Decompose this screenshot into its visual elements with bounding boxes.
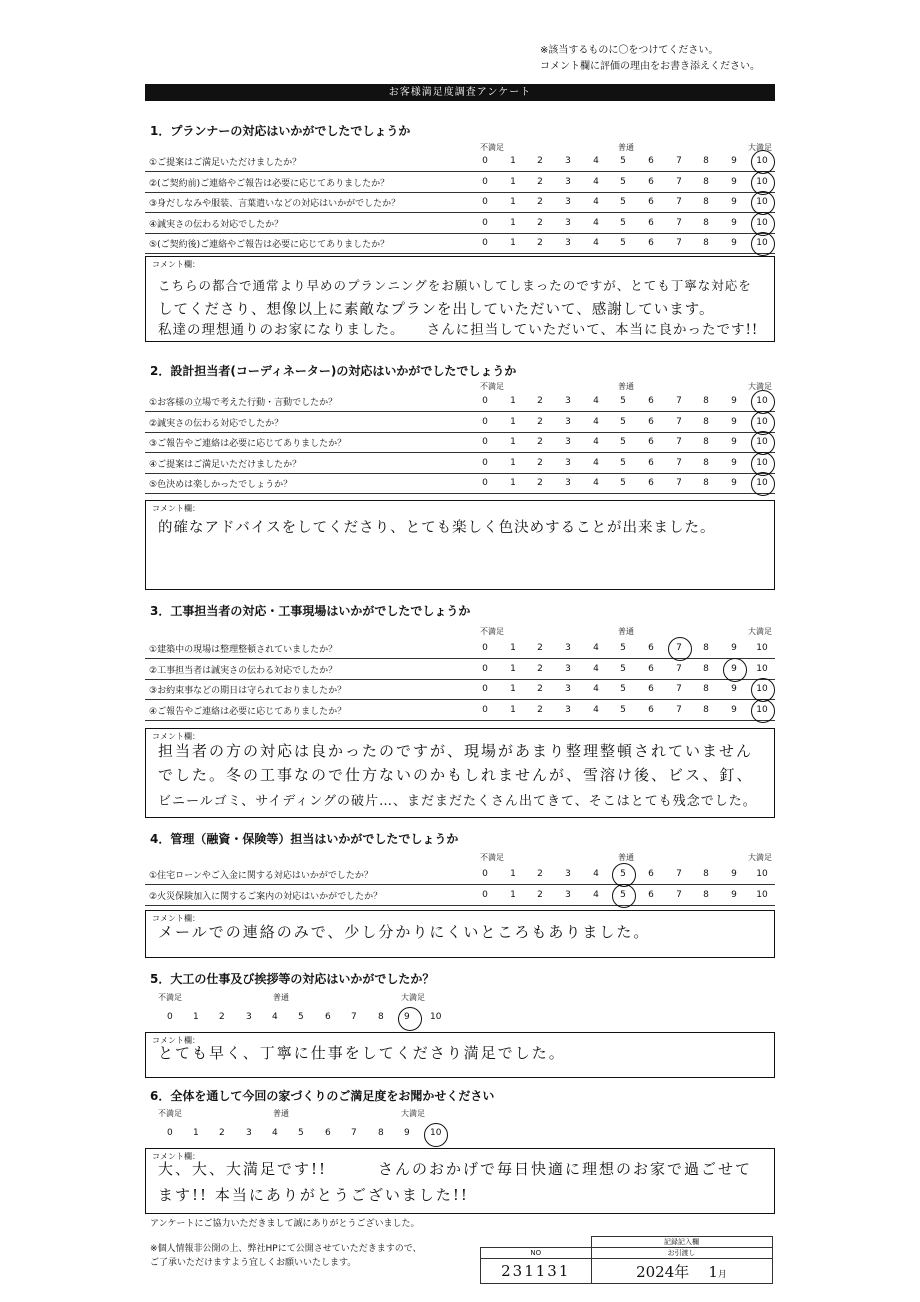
question-row — [145, 233, 775, 254]
survey-title: お客様満足度調査アンケート — [145, 84, 775, 101]
rating-option[interactable]: 8 — [378, 1128, 384, 1138]
rating-option[interactable]: 1 — [510, 643, 516, 653]
rating-option[interactable]: 2 — [537, 869, 543, 879]
section-6-scale-label: 普通 — [273, 1109, 289, 1118]
instruction-circle: ※該当するものに〇をつけてください。 — [540, 45, 719, 56]
rating-option[interactable]: 1 — [510, 197, 516, 207]
rating-option[interactable]: 6 — [648, 684, 654, 694]
rating-option[interactable]: 4 — [593, 684, 599, 694]
rating-option[interactable]: 9 — [404, 1128, 410, 1138]
rating-option[interactable]: 6 — [648, 869, 654, 879]
handwritten-comment-line: こちらの都合で通常より早めのプランニングをお願いしてしまったのですが、とても丁寧な対応を — [158, 278, 752, 293]
rating-option[interactable]: 7 — [676, 643, 682, 653]
section-1-scale-label: 不満足 — [480, 143, 504, 152]
handwritten-comment-line: 担当者の方の対応は良かったのですが、現場があまり整理整頓されていません — [158, 742, 754, 760]
rating-circle-mark — [723, 658, 747, 682]
record-year-unit: 年 — [674, 1262, 690, 1281]
handwritten-comment-line: ます!! 本当にありがとうございました!! — [158, 1186, 469, 1204]
handwritten-comment-line: 私達の理想通りのお家になりました。 さんに担当していただいて、本当に良かったです!! — [158, 322, 759, 338]
rating-option[interactable]: 2 — [537, 396, 543, 406]
rating-option[interactable]: 6 — [648, 238, 654, 248]
rating-option[interactable]: 7 — [676, 869, 682, 879]
record-month-value: 1 — [708, 1262, 718, 1281]
record-month-unit: 月 — [717, 1269, 727, 1280]
handwritten-comment-line: してくださり、想像以上に素敵なプランを出していただいて、感謝しています。 — [158, 302, 715, 318]
rating-option[interactable]: 8 — [703, 197, 709, 207]
rating-option[interactable]: 5 — [620, 437, 626, 447]
record-no-value: 231131 — [481, 1259, 592, 1284]
rating-option[interactable]: 6 — [325, 1128, 331, 1138]
rating-option[interactable]: 10 — [430, 1012, 442, 1022]
handwritten-comment-line: とても早く、丁寧に仕事をしてくださり満足でした。 — [158, 1044, 566, 1062]
rating-option[interactable]: 2 — [537, 437, 543, 447]
rating-option[interactable]: 9 — [731, 684, 737, 694]
rating-option[interactable]: 7 — [351, 1128, 357, 1138]
rating-option[interactable]: 4 — [593, 396, 599, 406]
rating-option[interactable]: 6 — [325, 1012, 331, 1022]
rating-option[interactable]: 0 — [482, 643, 488, 653]
rating-option[interactable]: 6 — [648, 663, 654, 674]
rating-option[interactable]: 0 — [482, 457, 488, 468]
rating-option[interactable]: 9 — [731, 156, 737, 166]
rating-option[interactable]: 7 — [351, 1012, 357, 1022]
question-row — [145, 432, 775, 453]
instruction-comment: コメント欄に評価の理由をお書き添えください。 — [540, 61, 760, 72]
rating-option[interactable]: 1 — [510, 889, 516, 900]
rating-option[interactable]: 0 — [482, 416, 488, 427]
question-row — [145, 151, 775, 172]
section-2-title: 2．設計担当者(コーディネーター)の対応はいかがでしたでしょうか — [150, 364, 517, 378]
rating-option[interactable]: 0 — [482, 663, 488, 674]
question-text: ①住宅ローンやご入金に関する対応はいかがでしたか？ — [149, 871, 373, 881]
rating-option[interactable]: 5 — [620, 416, 626, 427]
rating-option[interactable]: 1 — [510, 396, 516, 406]
rating-option[interactable]: 6 — [648, 197, 654, 207]
rating-option[interactable]: 0 — [482, 238, 488, 248]
rating-option[interactable]: 2 — [537, 416, 543, 427]
rating-option[interactable]: 10 — [756, 643, 768, 653]
rating-option[interactable]: 8 — [703, 478, 709, 488]
rating-option[interactable]: 3 — [246, 1012, 252, 1022]
question-text: ⑤(ご契約後)ご連絡やご報告は必要に応じてありましたか？ — [149, 240, 390, 250]
rating-option[interactable]: 2 — [219, 1128, 225, 1138]
rating-option[interactable]: 3 — [565, 704, 571, 715]
rating-option[interactable]: 1 — [510, 437, 516, 447]
question-row — [145, 192, 775, 213]
rating-option[interactable]: 5 — [620, 238, 626, 248]
rating-circle-mark — [398, 1007, 422, 1031]
rating-option[interactable]: 4 — [593, 416, 599, 427]
rating-option[interactable]: 3 — [565, 238, 571, 248]
rating-option[interactable]: 4 — [593, 457, 599, 468]
section-3-scale-label: 不満足 — [480, 627, 504, 636]
rating-option[interactable]: 4 — [593, 238, 599, 248]
rating-option[interactable]: 8 — [703, 889, 709, 900]
rating-option[interactable]: 8 — [703, 643, 709, 653]
rating-option[interactable]: 10 — [756, 869, 768, 879]
rating-option[interactable]: 3 — [565, 437, 571, 447]
rating-circle-mark — [668, 637, 692, 661]
rating-option[interactable]: 0 — [482, 704, 488, 715]
question-row — [145, 659, 775, 680]
rating-option[interactable]: 3 — [565, 889, 571, 900]
question-text: ②誠実さの伝わる対応でしたか？ — [149, 418, 284, 429]
rating-option[interactable]: 2 — [537, 238, 543, 248]
handwritten-comment-line: 大、大、大満足です!! さんのおかげで毎日快適に理想のお家で過ごせて — [158, 1160, 753, 1178]
rating-option[interactable]: 5 — [620, 396, 626, 406]
comment-label: コメント欄： — [152, 1152, 200, 1161]
rating-option[interactable]: 0 — [482, 156, 488, 166]
rating-option[interactable]: 6 — [648, 416, 654, 427]
rating-option[interactable]: 10 — [756, 176, 768, 187]
rating-option[interactable]: 9 — [731, 704, 737, 715]
rating-option[interactable]: 7 — [676, 663, 682, 674]
rating-option[interactable]: 2 — [537, 156, 543, 166]
rating-option[interactable]: 10 — [756, 238, 768, 248]
rating-option[interactable]: 5 — [620, 643, 626, 653]
question-text: ②火災保険加入に関するご案内の対応はいかがでしたか？ — [149, 891, 383, 902]
rating-option[interactable]: 9 — [731, 478, 737, 488]
rating-circle-mark — [751, 232, 775, 256]
rating-option[interactable]: 3 — [565, 663, 571, 674]
rating-option[interactable]: 2 — [537, 663, 543, 674]
rating-option[interactable]: 8 — [703, 238, 709, 248]
rating-option[interactable]: 9 — [731, 663, 737, 674]
rating-option[interactable]: 6 — [648, 437, 654, 447]
rating-option[interactable]: 5 — [620, 457, 626, 468]
handwritten-comment-line: メールでの連絡のみで、少し分かりにくいところもありました。 — [158, 923, 651, 941]
rating-option[interactable]: 3 — [565, 396, 571, 406]
rating-option[interactable]: 4 — [593, 869, 599, 879]
rating-option[interactable]: 9 — [731, 437, 737, 447]
rating-option[interactable]: 2 — [537, 684, 543, 694]
rating-option[interactable]: 0 — [482, 684, 488, 694]
rating-option[interactable]: 10 — [430, 1128, 442, 1138]
rating-option[interactable]: 6 — [648, 217, 654, 228]
section-3-scale-label: 普通 — [618, 627, 634, 636]
rating-option[interactable]: 3 — [565, 416, 571, 427]
question-row — [145, 213, 775, 234]
rating-option[interactable]: 9 — [731, 643, 737, 653]
rating-option[interactable]: 4 — [593, 704, 599, 715]
rating-option[interactable]: 9 — [404, 1012, 410, 1022]
rating-option[interactable]: 4 — [593, 217, 599, 228]
rating-option[interactable]: 10 — [756, 457, 768, 468]
rating-option[interactable]: 8 — [703, 416, 709, 427]
rating-option[interactable]: 7 — [676, 437, 682, 447]
rating-option[interactable]: 7 — [676, 396, 682, 406]
rating-option[interactable]: 3 — [565, 197, 571, 207]
rating-option[interactable]: 7 — [676, 889, 682, 900]
record-year-value: 2024 — [636, 1262, 675, 1281]
rating-option[interactable]: 4 — [593, 176, 599, 187]
rating-option[interactable]: 9 — [731, 238, 737, 248]
rating-option[interactable]: 5 — [620, 478, 626, 488]
rating-option[interactable]: 4 — [593, 437, 599, 447]
question-text: ②(ご契約前)ご連絡やご報告は必要に応じてありましたか？ — [149, 178, 390, 189]
rating-option[interactable]: 7 — [676, 478, 682, 488]
question-row — [145, 885, 775, 906]
rating-option[interactable]: 3 — [565, 176, 571, 187]
rating-option[interactable]: 6 — [648, 478, 654, 488]
rating-option[interactable]: 5 — [298, 1012, 304, 1022]
rating-option[interactable]: 8 — [703, 869, 709, 879]
rating-option[interactable]: 7 — [676, 457, 682, 468]
section-4-scale-label: 普通 — [618, 853, 634, 862]
rating-option[interactable]: 4 — [272, 1128, 278, 1138]
rating-option[interactable]: 5 — [620, 663, 626, 674]
rating-option[interactable]: 2 — [537, 643, 543, 653]
comment-label: コメント欄： — [152, 914, 200, 923]
rating-option[interactable]: 10 — [756, 684, 768, 694]
rating-option[interactable]: 3 — [246, 1128, 252, 1138]
rating-option[interactable]: 10 — [756, 217, 768, 228]
rating-option[interactable]: 2 — [537, 704, 543, 715]
rating-option[interactable]: 4 — [593, 156, 599, 166]
record-handover-label: お引渡し — [591, 1248, 772, 1259]
rating-option[interactable]: 3 — [565, 643, 571, 653]
rating-option[interactable]: 0 — [482, 217, 488, 228]
handwritten-comment-line: ビニールゴミ、サイディングの破片…、まだまだたくさん出てきて、そこはとても残念でした。 — [158, 794, 757, 809]
section-5-scale-label: 不満足 — [158, 993, 182, 1002]
rating-option[interactable]: 7 — [676, 197, 682, 207]
rating-option[interactable]: 1 — [510, 156, 516, 166]
rating-option[interactable]: 7 — [676, 176, 682, 187]
question-row — [145, 679, 775, 700]
rating-option[interactable]: 1 — [193, 1012, 199, 1022]
rating-option[interactable]: 10 — [756, 197, 768, 207]
rating-option[interactable]: 6 — [648, 457, 654, 468]
rating-circle-mark — [424, 1123, 448, 1147]
rating-circle-mark — [612, 884, 636, 908]
question-text: ③ご報告やご連絡は必要に応じてありましたか？ — [149, 439, 347, 449]
rating-option[interactable]: 9 — [731, 217, 737, 228]
question-text: ③身だしなみや服装、言葉遣いなどの対応はいかがでしたか？ — [149, 199, 401, 209]
rating-circle-mark — [751, 472, 775, 496]
rating-option[interactable]: 4 — [593, 663, 599, 674]
rating-option[interactable]: 10 — [756, 889, 768, 900]
comment-label: コメント欄： — [152, 1036, 200, 1045]
rating-option[interactable]: 1 — [510, 238, 516, 248]
rating-option[interactable]: 0 — [482, 889, 488, 900]
rating-option[interactable]: 8 — [703, 704, 709, 715]
rating-option[interactable]: 2 — [537, 478, 543, 488]
question-text: ④誠実さの伝わる対応でしたか？ — [149, 219, 284, 230]
rating-option[interactable]: 3 — [565, 217, 571, 228]
rating-option[interactable]: 1 — [510, 684, 516, 694]
rating-option[interactable]: 6 — [648, 156, 654, 166]
rating-option[interactable]: 6 — [648, 889, 654, 900]
question-row — [145, 864, 775, 885]
question-text: ②工事担当者は誠実さの伝わる対応でしたか？ — [149, 665, 338, 676]
rating-option[interactable]: 4 — [593, 197, 599, 207]
rating-option[interactable]: 10 — [756, 704, 768, 715]
rating-option[interactable]: 1 — [510, 478, 516, 488]
rating-option[interactable]: 1 — [510, 663, 516, 674]
rating-option[interactable]: 5 — [620, 197, 626, 207]
comment-label: コメント欄： — [152, 260, 200, 269]
question-row — [145, 453, 775, 474]
section-4-scale-label: 不満足 — [480, 853, 504, 862]
rating-option[interactable]: 2 — [537, 197, 543, 207]
rating-option[interactable]: 10 — [756, 156, 768, 166]
rating-option[interactable]: 3 — [565, 457, 571, 468]
question-text: ①お客様の立場で考えた行動・言動でしたか？ — [149, 398, 338, 408]
rating-option[interactable]: 7 — [676, 238, 682, 248]
rating-option[interactable]: 10 — [756, 437, 768, 447]
rating-option[interactable]: 8 — [703, 156, 709, 166]
rating-option[interactable]: 1 — [510, 457, 516, 468]
comment-label: コメント欄： — [152, 504, 200, 513]
rating-option[interactable]: 0 — [167, 1128, 173, 1138]
rating-option[interactable]: 10 — [756, 663, 768, 674]
rating-option[interactable]: 5 — [620, 684, 626, 694]
section-1-scale-label: 普通 — [618, 143, 634, 152]
rating-option[interactable]: 0 — [482, 176, 488, 187]
rating-option[interactable]: 1 — [510, 416, 516, 427]
question-row — [145, 172, 775, 193]
rating-option[interactable]: 8 — [703, 437, 709, 447]
rating-option[interactable]: 3 — [565, 684, 571, 694]
question-row — [145, 473, 775, 494]
section-6-title: 6．全体を通して今回の家づくりのご満足度をお聞かせください — [150, 1089, 495, 1103]
rating-option[interactable]: 0 — [482, 478, 488, 488]
comment-label: コメント欄： — [152, 732, 200, 741]
rating-option[interactable]: 2 — [537, 176, 543, 187]
rating-option[interactable]: 5 — [620, 176, 626, 187]
record-no-label: NO — [481, 1248, 592, 1259]
rating-option[interactable]: 7 — [676, 156, 682, 166]
privacy-note-line-1: ※個人情報非公開の上、弊社HPにて公開させていただきますので、 — [150, 1244, 422, 1254]
rating-option[interactable]: 10 — [756, 396, 768, 406]
section-4-title: 4．管理（融資・保険等）担当はいかがでしたでしょうか — [150, 832, 459, 846]
rating-option[interactable]: 9 — [731, 396, 737, 406]
section-5-scale-label: 普通 — [273, 993, 289, 1002]
rating-option[interactable]: 0 — [482, 437, 488, 447]
rating-option[interactable]: 9 — [731, 889, 737, 900]
rating-option[interactable]: 4 — [593, 889, 599, 900]
privacy-note-line-2: ご了承いただけますよう宜しくお願いいたします。 — [150, 1258, 357, 1268]
section-1-title: 1．プランナーの対応はいかがでしたでしょうか — [150, 124, 411, 138]
rating-option[interactable]: 2 — [219, 1012, 225, 1022]
section-3-title: 3．工事担当者の対応・工事現場はいかがでしたでしょうか — [150, 604, 471, 618]
rating-option[interactable]: 5 — [620, 217, 626, 228]
rating-option[interactable]: 5 — [298, 1128, 304, 1138]
rating-circle-mark — [751, 699, 775, 723]
section-2-scale-label: 普通 — [618, 382, 634, 391]
section-3-scale-label: 大満足 — [748, 627, 772, 636]
question-text: ④ご提案はご満足いただけましたか？ — [149, 459, 302, 470]
rating-option[interactable]: 2 — [537, 457, 543, 468]
rating-option[interactable]: 2 — [537, 889, 543, 900]
handwritten-comment-line: 的確なアドバイスをしてくださり、とても楽しく色決めすることが出来ました。 — [158, 520, 716, 536]
record-header: 記録記入欄 — [591, 1237, 772, 1248]
rating-option[interactable]: 3 — [565, 869, 571, 879]
question-row — [145, 700, 775, 721]
rating-option[interactable]: 8 — [703, 457, 709, 468]
rating-option[interactable]: 3 — [565, 156, 571, 166]
section-6-scale-label: 不満足 — [158, 1109, 182, 1118]
rating-option[interactable]: 8 — [703, 684, 709, 694]
section-5-scale-label: 大満足 — [401, 993, 425, 1002]
rating-option[interactable]: 9 — [731, 416, 737, 427]
rating-option[interactable]: 0 — [167, 1012, 173, 1022]
rating-option[interactable]: 6 — [648, 396, 654, 406]
rating-option[interactable]: 1 — [510, 217, 516, 228]
rating-option[interactable]: 8 — [703, 663, 709, 674]
rating-option[interactable]: 9 — [731, 869, 737, 879]
rating-option[interactable]: 5 — [620, 869, 626, 879]
record-table — [480, 1236, 773, 1284]
question-text: ④ご報告やご連絡は必要に応じてありましたか？ — [149, 706, 347, 717]
rating-option[interactable]: 10 — [756, 478, 768, 488]
rating-option[interactable]: 4 — [593, 643, 599, 653]
rating-option[interactable]: 7 — [676, 416, 682, 427]
rating-option[interactable]: 8 — [378, 1012, 384, 1022]
question-text: ①ご提案はご満足いただけましたか？ — [149, 158, 302, 168]
question-text: ⑤色決めは楽しかったでしょうか？ — [149, 480, 293, 490]
section-5-title: 5．大工の仕事及び挨拶等の対応はいかがでしたか？ — [150, 972, 435, 986]
rating-option[interactable]: 9 — [731, 457, 737, 468]
rating-option[interactable]: 3 — [565, 478, 571, 488]
rating-option[interactable]: 1 — [510, 704, 516, 715]
question-row — [145, 412, 775, 433]
rating-option[interactable]: 7 — [676, 704, 682, 715]
handwritten-comment-line: でした。冬の工事なので仕方ないのかもしれませんが、雪溶け後、ビス、釘、 — [158, 766, 754, 784]
rating-option[interactable]: 6 — [648, 704, 654, 715]
rating-option[interactable]: 5 — [620, 889, 626, 900]
rating-option[interactable]: 7 — [676, 684, 682, 694]
question-text: ③お約束事などの期日は守られておりましたか？ — [149, 686, 347, 696]
rating-option[interactable]: 0 — [482, 396, 488, 406]
section-2-scale-label: 大満足 — [748, 382, 772, 391]
section-4-scale-label: 大満足 — [748, 853, 772, 862]
rating-option[interactable]: 5 — [620, 156, 626, 166]
rating-option[interactable]: 8 — [703, 217, 709, 228]
rating-option[interactable]: 5 — [620, 704, 626, 715]
rating-option[interactable]: 1 — [510, 176, 516, 187]
rating-option[interactable]: 7 — [676, 217, 682, 228]
rating-option[interactable]: 6 — [648, 643, 654, 653]
thanks-text: アンケートにご協力いただきまして誠にありがとうございました。 — [150, 1219, 420, 1229]
rating-option[interactable]: 4 — [593, 478, 599, 488]
rating-option[interactable]: 8 — [703, 396, 709, 406]
rating-option[interactable]: 0 — [482, 869, 488, 879]
question-text: ①建築中の現場は整理整頓されていましたか？ — [149, 645, 338, 655]
rating-option[interactable]: 0 — [482, 197, 488, 207]
rating-option[interactable]: 6 — [648, 176, 654, 187]
rating-option[interactable]: 2 — [537, 217, 543, 228]
rating-option[interactable]: 9 — [731, 197, 737, 207]
section-2-comment-box — [145, 500, 775, 590]
question-row — [145, 391, 775, 412]
rating-option[interactable]: 10 — [756, 416, 768, 427]
section-2-scale-label: 不満足 — [480, 382, 504, 391]
rating-option[interactable]: 4 — [272, 1012, 278, 1022]
rating-option[interactable]: 9 — [731, 176, 737, 187]
rating-option[interactable]: 1 — [193, 1128, 199, 1138]
rating-option[interactable]: 1 — [510, 869, 516, 879]
rating-option[interactable]: 8 — [703, 176, 709, 187]
section-6-scale-label: 大満足 — [401, 1109, 425, 1118]
section-1-scale-label: 大満足 — [748, 143, 772, 152]
